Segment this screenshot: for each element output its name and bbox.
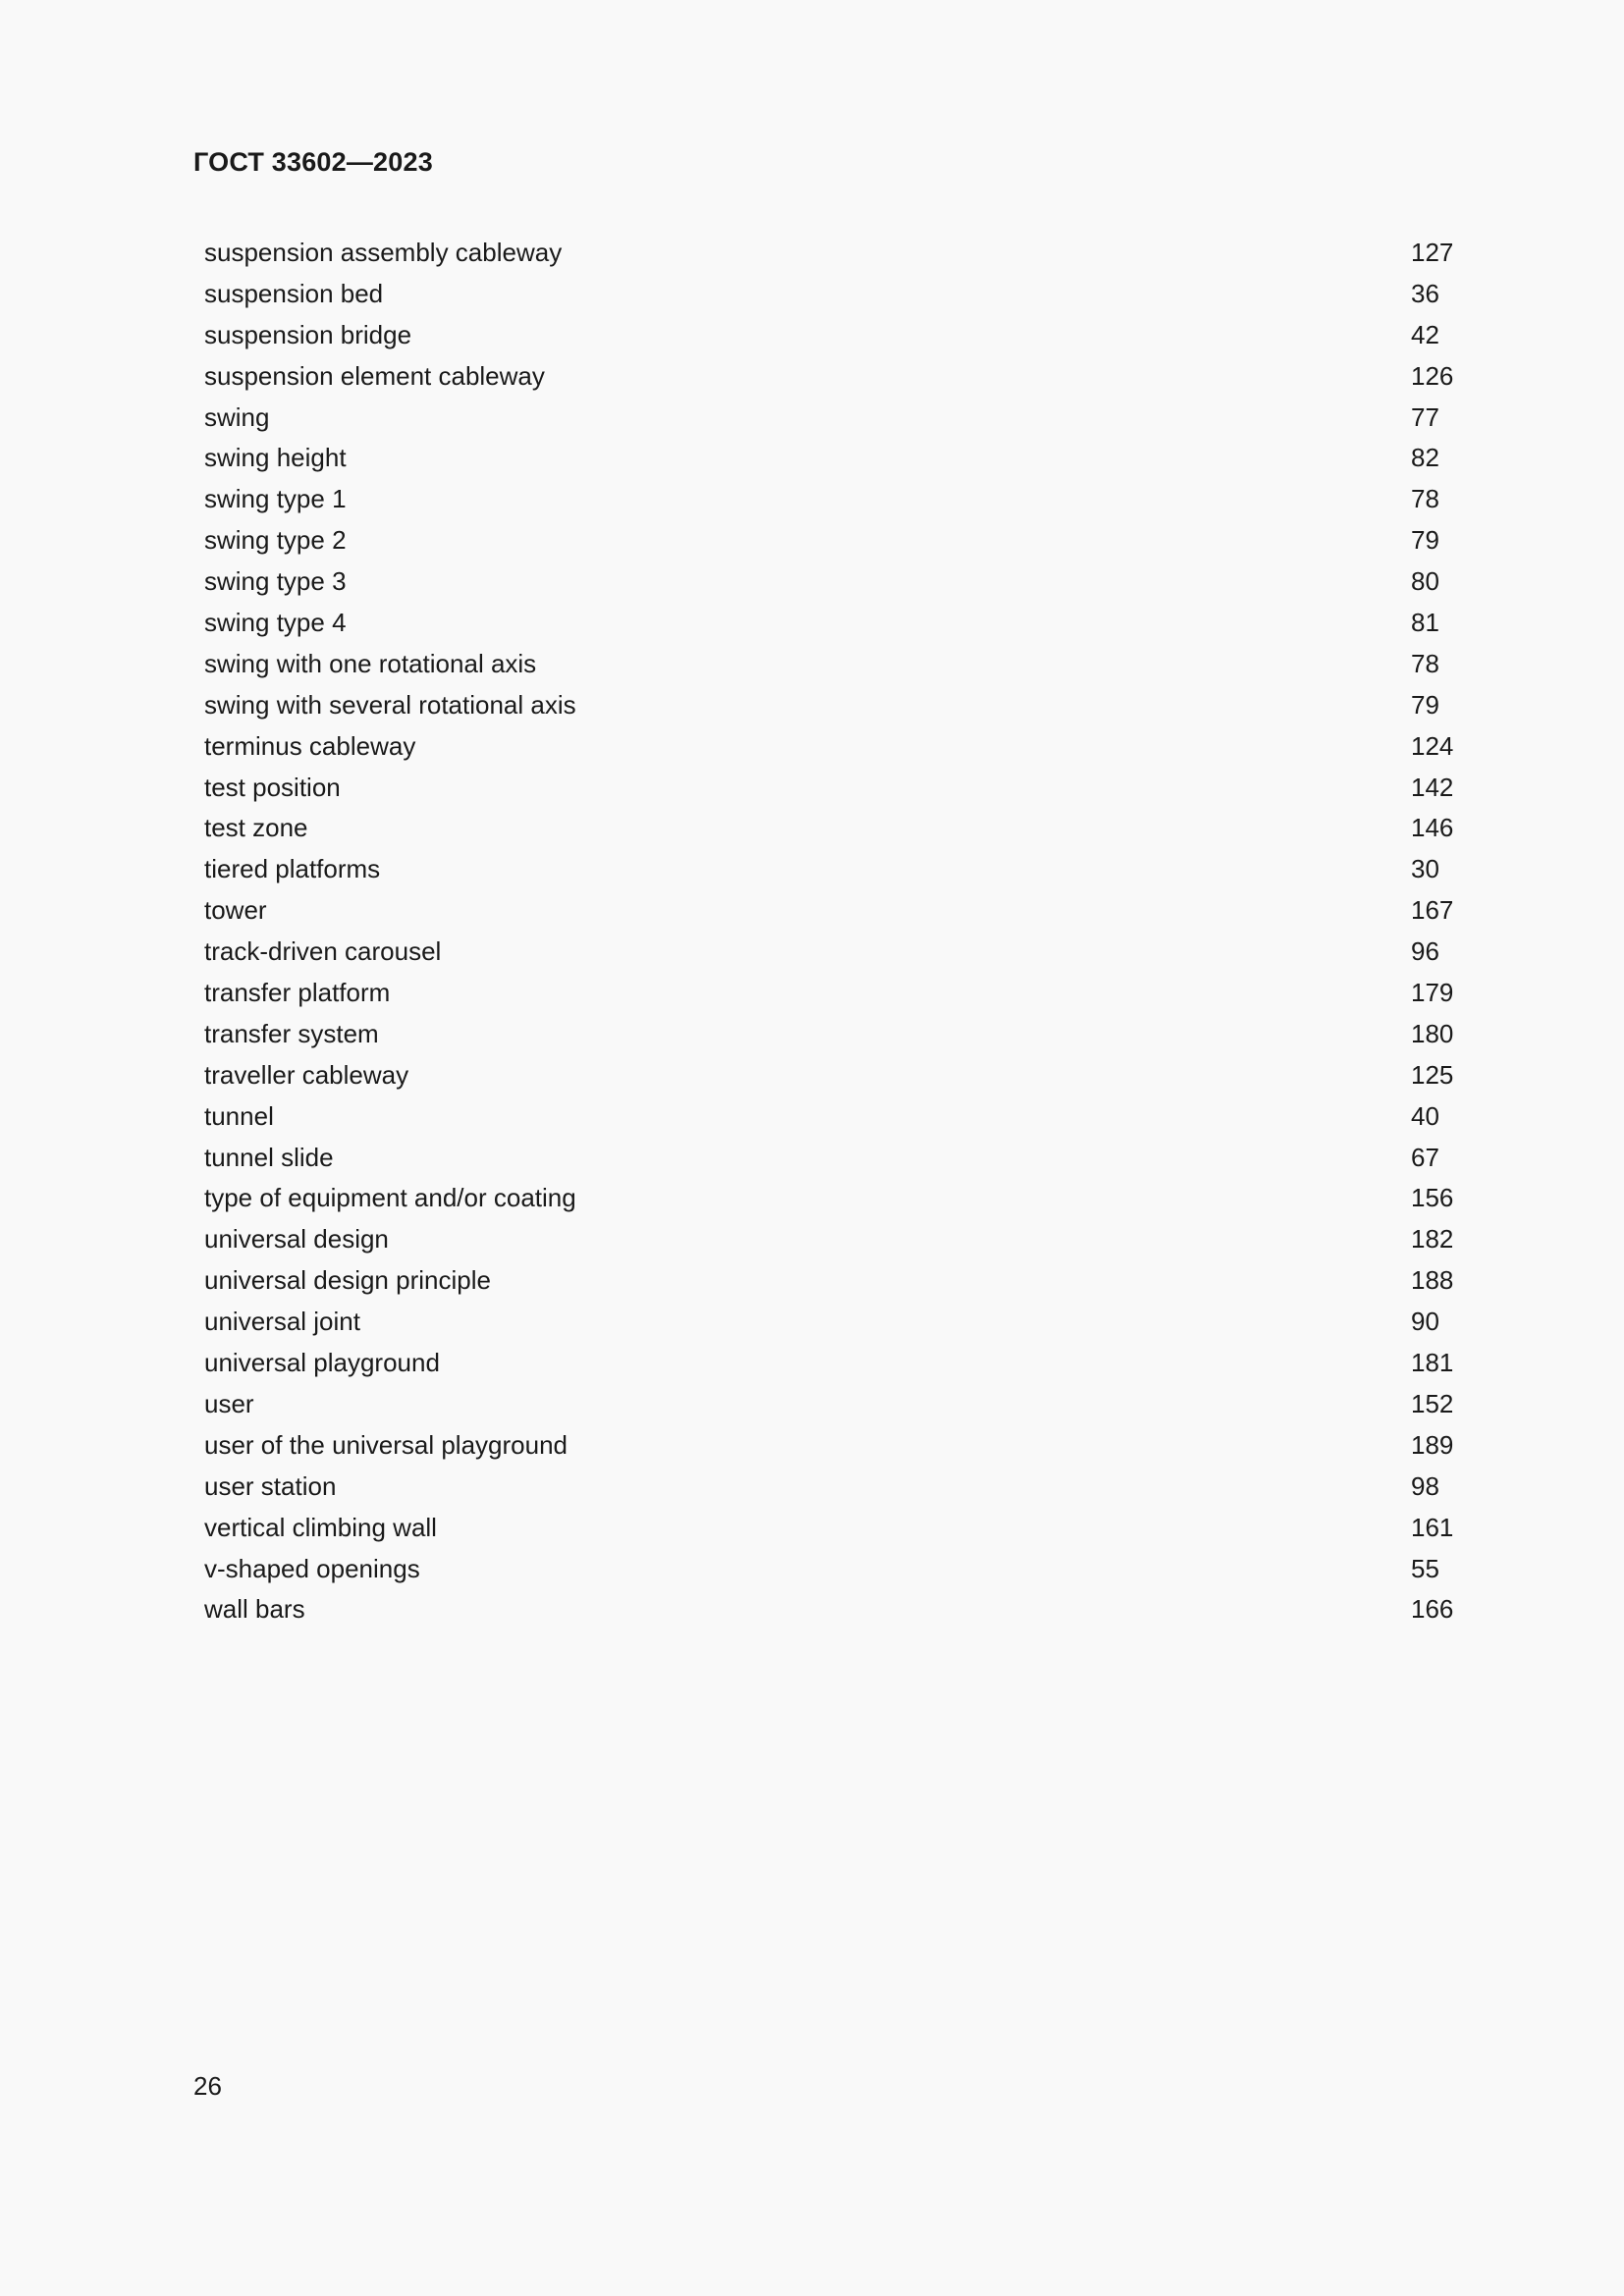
index-term-number: 189 — [1411, 1429, 1454, 1460]
index-term: universal joint — [204, 1307, 360, 1337]
index-entry — [204, 232, 1461, 273]
index-term: user station — [204, 1470, 337, 1501]
index-term: suspension assembly cableway — [204, 238, 563, 267]
index-term: swing type 1 — [204, 484, 347, 514]
index-term: tower — [204, 895, 267, 926]
index-term: traveller cableway — [204, 1059, 409, 1090]
index-term-number: 30 — [1411, 854, 1439, 884]
index-term: v-shaped openings — [204, 1553, 420, 1583]
index-entry — [204, 1013, 1461, 1054]
index-term-number: 167 — [1411, 895, 1454, 926]
index-term-number: 78 — [1411, 484, 1439, 514]
index-term-number: 188 — [1411, 1265, 1454, 1296]
index-term-number: 180 — [1411, 1018, 1454, 1048]
index-term-number: 181 — [1411, 1348, 1454, 1378]
index-entry — [204, 602, 1461, 643]
index-term-number: 42 — [1411, 319, 1439, 349]
page-number: 26 — [193, 2071, 222, 2101]
index-term: tunnel — [204, 1100, 274, 1131]
index-term: swing — [204, 401, 270, 432]
index-entry — [204, 519, 1461, 561]
index-term-number: 80 — [1411, 566, 1439, 597]
index-term: suspension bridge — [204, 319, 412, 349]
index-term-number: 161 — [1411, 1512, 1454, 1542]
index-term-number: 67 — [1411, 1142, 1439, 1172]
index-entry — [204, 848, 1461, 889]
index-term-number: 166 — [1411, 1594, 1454, 1625]
index-term-number: 127 — [1411, 238, 1454, 267]
index-entry — [204, 273, 1461, 314]
index-term-number: 179 — [1411, 978, 1454, 1008]
index-entry — [204, 1301, 1461, 1342]
index-term: swing with several rotational axis — [204, 689, 576, 720]
index-term: test position — [204, 772, 341, 802]
index-entry — [204, 1218, 1461, 1259]
index-entry — [204, 437, 1461, 478]
index-term: user of the universal playground — [204, 1429, 568, 1460]
index-term: swing type 2 — [204, 525, 347, 556]
index-term: user — [204, 1388, 254, 1418]
index-entry — [204, 1588, 1461, 1629]
index-entry — [204, 1342, 1461, 1383]
index-term: swing type 4 — [204, 608, 347, 638]
index-entry — [204, 767, 1461, 808]
index-term-number: 82 — [1411, 443, 1439, 473]
index-term-number: 90 — [1411, 1307, 1439, 1337]
document-header: ГОСТ 33602—2023 — [193, 147, 433, 177]
index-term-number: 98 — [1411, 1470, 1439, 1501]
index-term: tunnel slide — [204, 1142, 334, 1172]
index-term-number: 40 — [1411, 1100, 1439, 1131]
index-entry — [204, 931, 1461, 972]
index-entry — [204, 1383, 1461, 1424]
term-index-list — [204, 232, 1461, 1629]
index-entry — [204, 1259, 1461, 1301]
index-entry — [204, 1507, 1461, 1548]
index-entry — [204, 889, 1461, 931]
index-entry — [204, 1137, 1461, 1178]
index-entry — [204, 355, 1461, 397]
index-term: transfer platform — [204, 978, 391, 1008]
index-term-number: 79 — [1411, 689, 1439, 720]
index-entry — [204, 807, 1461, 848]
index-term: transfer system — [204, 1018, 379, 1048]
index-term: universal design — [204, 1224, 389, 1255]
index-entry — [204, 1466, 1461, 1507]
index-term-number: 156 — [1411, 1183, 1454, 1213]
index-term: terminus cableway — [204, 730, 416, 761]
index-entry — [204, 314, 1461, 355]
index-term: track-driven carousel — [204, 936, 442, 967]
index-term-number: 124 — [1411, 730, 1454, 761]
index-entry — [204, 397, 1461, 438]
index-term: wall bars — [204, 1594, 305, 1625]
index-entry — [204, 725, 1461, 767]
index-entry — [204, 643, 1461, 684]
index-term: vertical climbing wall — [204, 1512, 437, 1542]
index-term: test zone — [204, 813, 308, 843]
index-term-number: 79 — [1411, 525, 1439, 556]
index-entry — [204, 1548, 1461, 1589]
index-term: swing type 3 — [204, 566, 347, 597]
index-term-number: 96 — [1411, 936, 1439, 967]
index-term: swing height — [204, 443, 347, 473]
index-entry — [204, 478, 1461, 519]
index-entry — [204, 1177, 1461, 1218]
index-term-number: 125 — [1411, 1059, 1454, 1090]
index-term: swing with one rotational axis — [204, 648, 537, 678]
index-term-number: 78 — [1411, 648, 1439, 678]
index-entry — [204, 1095, 1461, 1137]
index-entry — [204, 561, 1461, 602]
index-entry — [204, 1054, 1461, 1095]
index-term: universal playground — [204, 1348, 440, 1378]
index-term: suspension element cableway — [204, 360, 545, 391]
index-term-number: 152 — [1411, 1388, 1454, 1418]
index-term-number: 81 — [1411, 608, 1439, 638]
index-term: tiered platforms — [204, 854, 381, 884]
index-term-number: 182 — [1411, 1224, 1454, 1255]
index-term: universal design principle — [204, 1265, 491, 1296]
index-term-number: 55 — [1411, 1553, 1439, 1583]
index-entry — [204, 1424, 1461, 1466]
index-term-number: 36 — [1411, 278, 1439, 308]
index-term-number: 77 — [1411, 401, 1439, 432]
index-entry — [204, 972, 1461, 1013]
index-term-number: 142 — [1411, 772, 1454, 802]
index-term: type of equipment and/or coating — [204, 1183, 576, 1213]
index-term-number: 126 — [1411, 360, 1454, 391]
index-term-number: 146 — [1411, 813, 1454, 843]
index-term: suspension bed — [204, 278, 384, 308]
index-entry — [204, 684, 1461, 725]
